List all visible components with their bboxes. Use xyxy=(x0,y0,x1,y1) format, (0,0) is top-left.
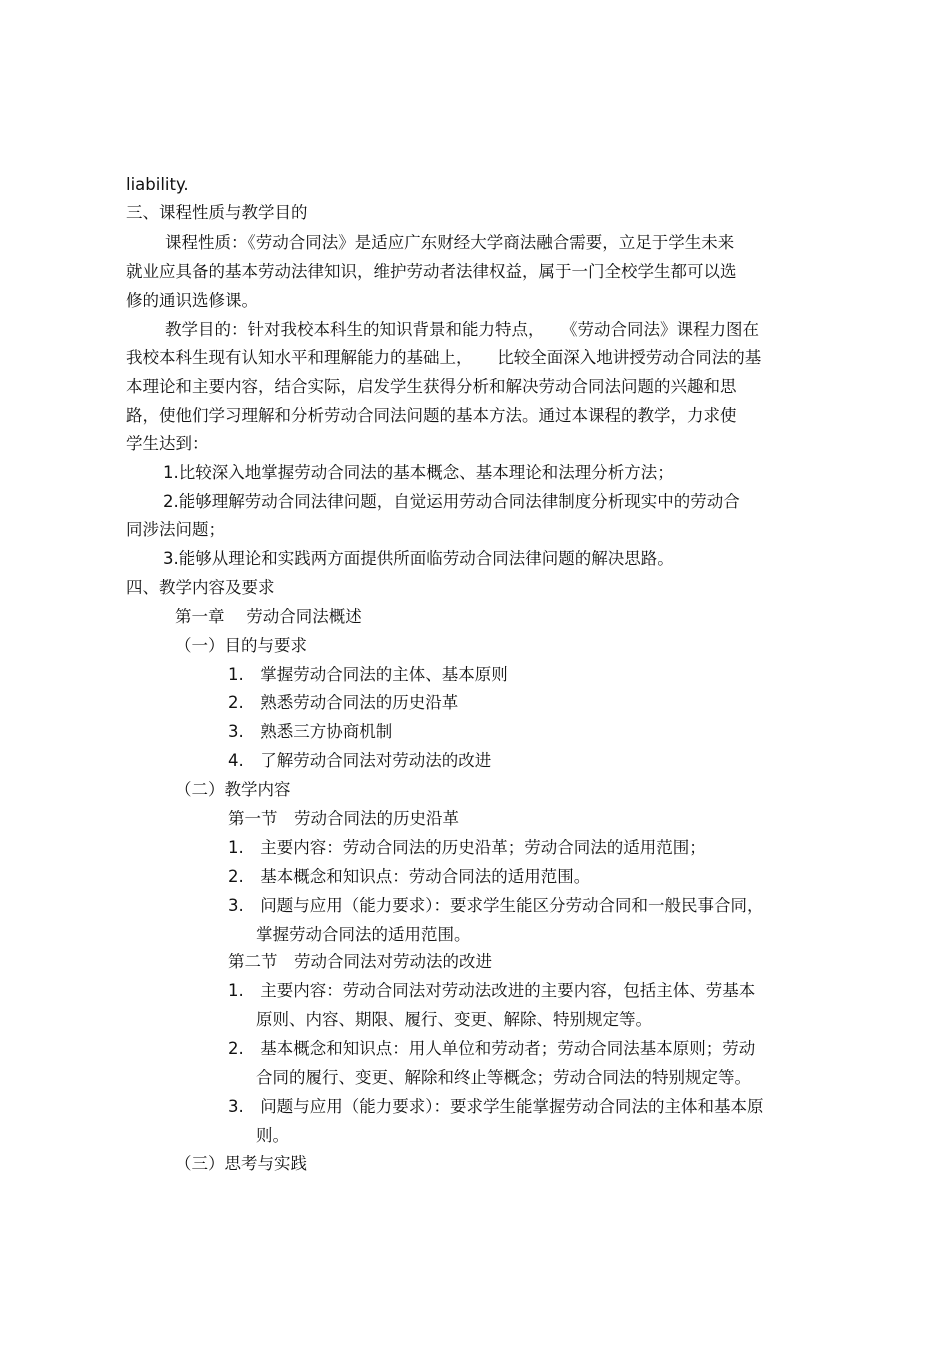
course-nature-line-2: 就业应具备的基本劳动法律知识，维护劳动者法律权益，属于一门全校学生都可以选 xyxy=(126,262,737,281)
section-2-item-2-cont: 合同的履行、变更、解除和终止等概念；劳动合同法的特别规定等。 xyxy=(256,1068,751,1087)
section-1-item-3: 3. 问题与应用（能力要求）：要求学生能区分劳动合同和一般民事合同， xyxy=(228,896,764,915)
content-heading: （二）教学内容 xyxy=(175,780,291,799)
objective-item-3: 3. 熟悉三方协商机制 xyxy=(228,722,393,741)
objectives-heading: （一）目的与要求 xyxy=(175,636,307,655)
section-2-item-3-cont: 则。 xyxy=(256,1126,289,1145)
chapter-1-title: 第一章 劳动合同法概述 xyxy=(175,607,362,626)
course-nature-line-1: 课程性质：《劳动合同法》是适应广东财经大学商法融合需要，立足于学生未来 xyxy=(165,233,735,252)
teaching-purpose-line-1: 教学目的：针对我校本科生的知识背景和能力特点， 《劳动合同法》课程力图在 xyxy=(165,320,759,339)
section-2-item-2: 2. 基本概念和知识点：用人单位和劳动者；劳动合同法基本原则；劳动 xyxy=(228,1039,756,1058)
section-heading-4: 四、教学内容及要求 xyxy=(126,578,275,597)
teaching-purpose-line-2: 我校本科生现有认知水平和理解能力的基础上， 比较全面深入地讲授劳动合同法的基 xyxy=(126,348,762,367)
section-1-item-1: 1. 主要内容：劳动合同法的历史沿革；劳动合同法的适用范围； xyxy=(228,838,706,857)
top-fragment: liability. xyxy=(126,175,189,194)
teaching-purpose-line-3: 本理论和主要内容，结合实际，启发学生获得分析和解决劳动合同法问题的兴趣和思 xyxy=(126,377,737,396)
section-1-title: 第一节 劳动合同法的历史沿革 xyxy=(228,809,459,828)
section-2-item-3: 3. 问题与应用（能力要求）：要求学生能掌握劳动合同法的主体和基本原 xyxy=(228,1097,764,1116)
goal-item-1: 1.比较深入地掌握劳动合同法的基本概念、基本理论和法理分析方法； xyxy=(163,463,674,482)
section-2-item-1-cont: 原则、内容、期限、履行、变更、解除、特别规定等。 xyxy=(256,1010,652,1029)
objective-item-1: 1. 掌握劳动合同法的主体、基本原则 xyxy=(228,665,508,684)
objective-item-2: 2. 熟悉劳动合同法的历史沿革 xyxy=(228,693,459,712)
goal-item-2: 2.能够理解劳动合同法律问题，自觉运用劳动合同法律制度分析现实中的劳动合 xyxy=(163,492,740,511)
goal-item-2-cont: 同涉法问题； xyxy=(126,520,225,539)
section-2-item-1: 1. 主要内容：劳动合同法对劳动法改进的主要内容，包括主体、劳基本 xyxy=(228,981,756,1000)
goal-item-3: 3.能够从理论和实践两方面提供所面临劳动合同法律问题的解决思路。 xyxy=(163,549,674,568)
section-heading-3: 三、课程性质与教学目的 xyxy=(126,203,308,222)
teaching-purpose-line-4: 路，使他们学习理解和分析劳动合同法问题的基本方法。通过本课程的教学，力求使 xyxy=(126,406,737,425)
teaching-purpose-line-5: 学生达到： xyxy=(126,434,209,453)
objective-item-4: 4. 了解劳动合同法对劳动法的改进 xyxy=(228,751,492,770)
section-2-title: 第二节 劳动合同法对劳动法的改进 xyxy=(228,952,492,971)
practice-heading: （三）思考与实践 xyxy=(175,1154,307,1173)
section-1-item-3-cont: 掌握劳动合同法的适用范围。 xyxy=(256,925,471,944)
section-1-item-2: 2. 基本概念和知识点：劳动合同法的适用范围。 xyxy=(228,867,591,886)
course-nature-line-3: 修的通识选修课。 xyxy=(126,291,258,310)
